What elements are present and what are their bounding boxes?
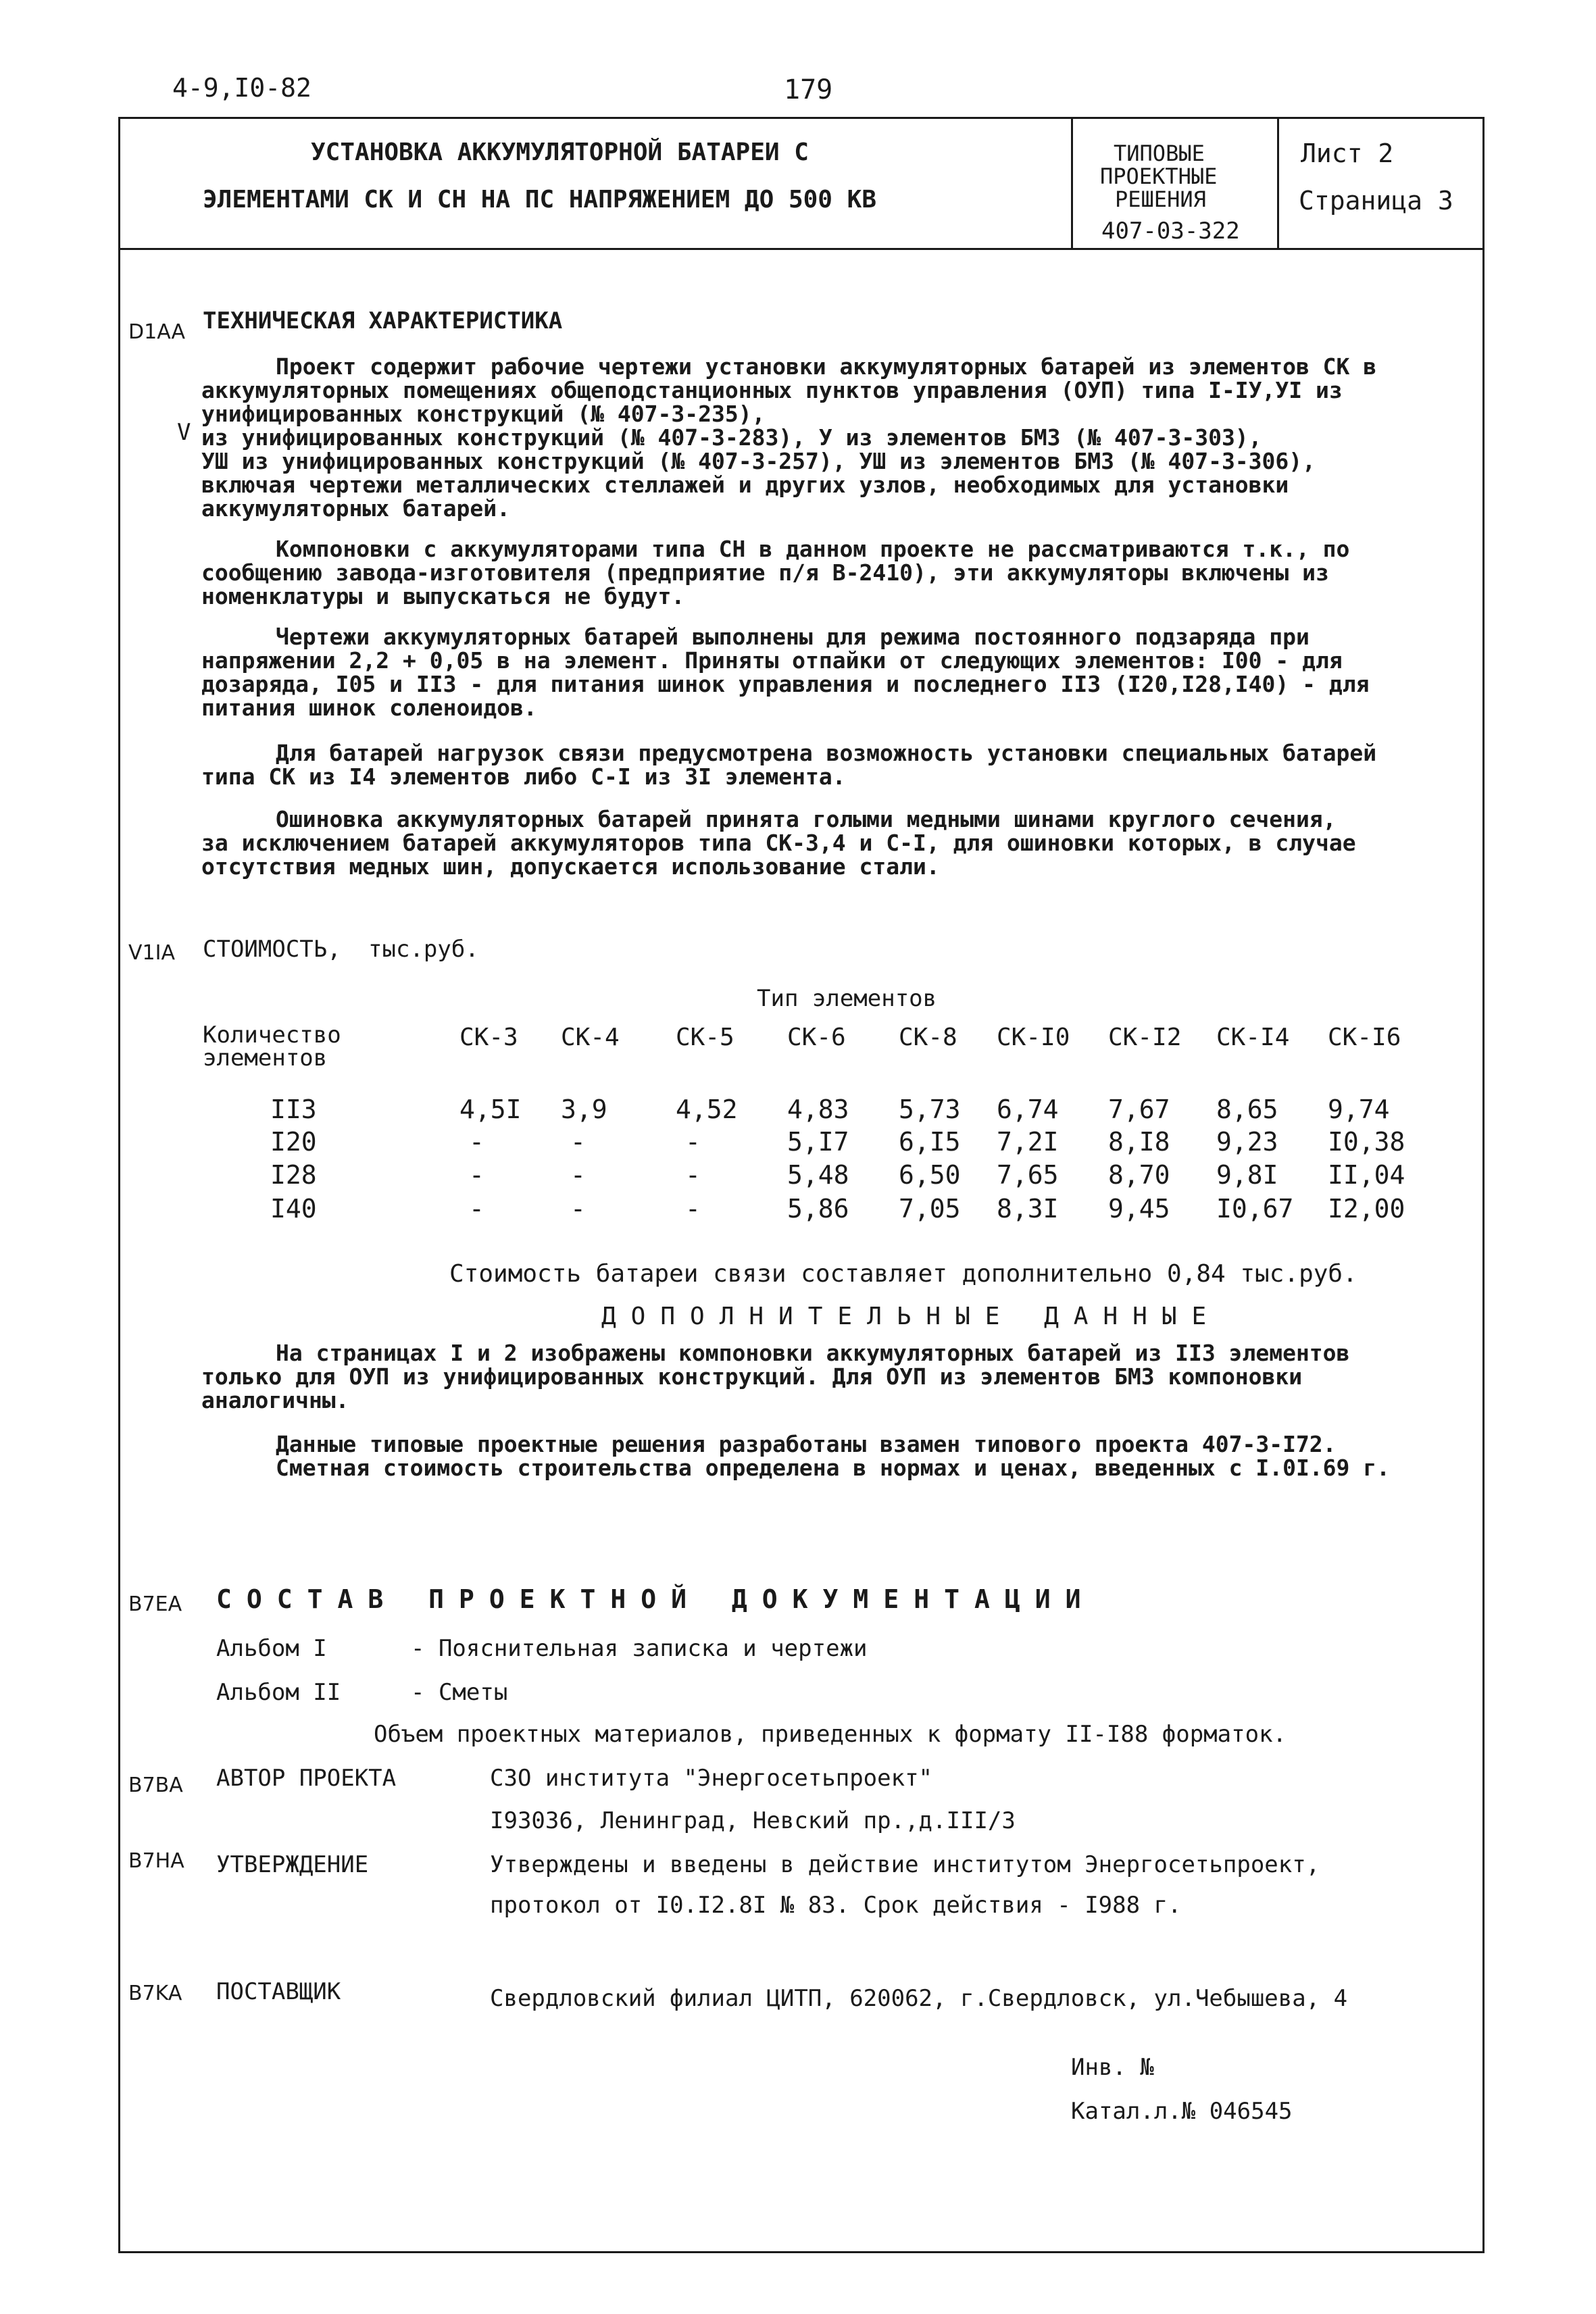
- row-header-line-1: Количество: [203, 1022, 341, 1049]
- table-cell: 8,3I: [997, 1194, 1059, 1224]
- table-cell: 8,65: [1216, 1095, 1278, 1124]
- text-line: включая чертежи металлических стеллажей и других узлов, необходимых для установки: [201, 472, 1289, 498]
- section-code-supplier: B7KA: [128, 1982, 182, 2005]
- sheet-number: Лист 2: [1301, 139, 1394, 168]
- column-header: СК-8: [899, 1024, 957, 1051]
- page-number: 179: [784, 74, 833, 105]
- column-header: СК-3: [459, 1024, 518, 1051]
- frame-right: [1482, 117, 1485, 2253]
- text-line: унифицированных конструкций (№ 407-3-235),: [201, 401, 766, 427]
- column-header: СК-I6: [1328, 1024, 1401, 1051]
- extra-heading: ДОПОЛНИТЕЛЬНЫЕ ДАННЫЕ: [601, 1303, 1222, 1330]
- table-cell: 3,9: [561, 1095, 607, 1124]
- text-line: На страницах I и 2 изображены компоновки аккумуляторных батарей из II3 элементов: [276, 1340, 1350, 1366]
- table-cell: 9,23: [1216, 1127, 1278, 1157]
- row-header-line-2: элементов: [203, 1045, 328, 1072]
- text-line: типа СК из I4 элементов либо С-I из 3I элемента.: [201, 763, 846, 790]
- row-count: II3: [270, 1095, 317, 1124]
- author-line-1: СЗО института "Энергосетьпроект": [490, 1765, 933, 1792]
- table-cell: 5,73: [899, 1095, 961, 1124]
- table-cell: 6,I5: [899, 1127, 961, 1157]
- supplier-label: ПОСТАВЩИК: [216, 1978, 341, 2005]
- table-cell: 9,45: [1108, 1194, 1170, 1224]
- series-line-2: ПРОЕКТНЫЕ: [1100, 164, 1218, 189]
- text-line: Данные типовые проектные решения разработаны взамен типового проекта 407-3-I72.: [276, 1431, 1337, 1457]
- table-cell: -: [685, 1160, 701, 1190]
- text-line: Проект содержит рабочие чертежи установки аккумуляторных батарей из элементов СК в: [276, 353, 1377, 380]
- text-line: Ошиновка аккумуляторных батарей принята голыми медными шинами круглого сечения,: [276, 806, 1337, 832]
- frame-bottom: [118, 2251, 1485, 2253]
- table-cell: 4,52: [676, 1095, 738, 1124]
- tech-paragraph-5: [201, 807, 1418, 878]
- column-header: СК-4: [561, 1024, 620, 1051]
- table-cell: I0,38: [1328, 1127, 1405, 1157]
- row-count: I20: [270, 1127, 317, 1157]
- frame-top: [118, 117, 1485, 119]
- text-line: за исключением батарей аккумуляторов типа СК-3,4 и С-I, для ошиновки которых, в случае: [201, 830, 1356, 856]
- table-cell: II,04: [1328, 1160, 1405, 1190]
- column-header: СК-6: [787, 1024, 846, 1051]
- series-line-1: ТИПОВЫЕ: [1114, 141, 1205, 166]
- album-1-text: - Пояснительная записка и чертежи: [411, 1635, 868, 1662]
- column-header: СК-5: [676, 1024, 734, 1051]
- text-line: только для ОУП из унифицированных конструкций. Для ОУП из элементов БМЗ компоновки: [201, 1363, 1303, 1390]
- tech-paragraph-3: [201, 625, 1418, 720]
- table-cell: 6,74: [997, 1095, 1059, 1124]
- text-line: Компоновки с аккумуляторами типа СН в данном проекте не рассматриваются т.к., по: [276, 536, 1350, 562]
- series-code: 407-03-322: [1101, 218, 1240, 245]
- table-cell: -: [469, 1194, 484, 1224]
- table-cell: 5,86: [787, 1194, 849, 1224]
- text-line: дозаряда, I05 и II3 - для питания шинок управления и последнего II3 (I20,I28,I40) - для: [201, 671, 1370, 697]
- tech-paragraph-1: [201, 355, 1418, 520]
- table-cell: -: [570, 1194, 586, 1224]
- supplier-text: Свердловский филиал ЦИТП, 620062, г.Свердловск, ул.Чебышева, 4: [490, 1985, 1348, 2012]
- column-header: СК-I2: [1108, 1024, 1182, 1051]
- series-line-3: РЕШЕНИЯ: [1115, 186, 1206, 212]
- author-line-2: I93036, Ленинград, Невский пр.,д.III/3: [490, 1807, 1016, 1834]
- table-cell: I2,00: [1328, 1194, 1405, 1224]
- title-block-divider-1: [1071, 117, 1073, 250]
- page-label: Страница 3: [1299, 186, 1453, 216]
- tech-paragraph-4: [201, 741, 1418, 788]
- catalog-number: Катал.л.№ 046545: [1071, 2098, 1293, 2125]
- text-line: сообщению завода-изготовителя (предприятие п/я В-2410), эти аккумуляторы включены из: [201, 559, 1329, 586]
- approval-line-2: протокол от I0.I2.8I № 83. Срок действия - I988 г.: [490, 1892, 1182, 1919]
- album-1-label: Альбом I: [216, 1635, 327, 1662]
- table-cell: -: [685, 1127, 701, 1157]
- table-cell: 7,2I: [997, 1127, 1059, 1157]
- title-block-divider-2: [1277, 117, 1279, 250]
- table-cell: 4,5I: [459, 1095, 522, 1124]
- table-cell: I0,67: [1216, 1194, 1294, 1224]
- column-header: СК-I4: [1216, 1024, 1290, 1051]
- text-line: Чертежи аккумуляторных батарей выполнены для режима постоянного подзаряда при: [276, 624, 1310, 650]
- text-line: номенклатуры и выпускаться не будут.: [201, 583, 685, 609]
- table-cell: 5,I7: [787, 1127, 849, 1157]
- tech-heading: ТЕХНИЧЕСКАЯ ХАРАКТЕРИСТИКА: [203, 307, 563, 334]
- inventory-number: Инв. №: [1071, 2054, 1154, 2081]
- row-header: [203, 1024, 341, 1070]
- cost-unit: тыс.руб.: [368, 936, 479, 963]
- title-line-1: УСТАНОВКА АККУМУЛЯТОРНОЙ БАТАРЕИ С: [311, 139, 809, 166]
- table-cell: 7,05: [899, 1194, 961, 1224]
- doc-code: 4-9,I0-82: [172, 73, 311, 103]
- table-cell: -: [469, 1160, 484, 1190]
- text-line: аналогичны.: [201, 1387, 349, 1413]
- cost-heading: СТОИМОСТЬ,: [203, 936, 341, 963]
- table-cell: 9,8I: [1216, 1160, 1278, 1190]
- title-block-bottom: [118, 248, 1485, 250]
- row-count: I28: [270, 1160, 317, 1190]
- approval-label: УТВЕРЖДЕНИЕ: [216, 1851, 369, 1878]
- table-cell: 7,67: [1108, 1095, 1170, 1124]
- section-code-cost: V1IA: [128, 941, 175, 965]
- column-header: СК-I0: [997, 1024, 1070, 1051]
- text-line: напряжении 2,2 + 0,05 в на элемент. Приняты отпайки от следующих элементов: I00 - для: [201, 647, 1343, 674]
- album-2-text: - Сметы: [411, 1679, 508, 1706]
- table-cell: -: [570, 1160, 586, 1190]
- table-cell: 6,50: [899, 1160, 961, 1190]
- revision-mark: V: [177, 419, 191, 446]
- tech-paragraph-2: [201, 537, 1418, 608]
- text-line: отсутствия медных шин, допускается использование стали.: [201, 853, 940, 880]
- text-line: аккумуляторных батарей.: [201, 495, 510, 522]
- extra-paragraph-1: [201, 1341, 1418, 1412]
- table-cell: 8,I8: [1108, 1127, 1170, 1157]
- text-line: Сметная стоимость строительства определена в нормах и ценах, введенных с I.0I.69 г.: [276, 1455, 1391, 1481]
- volume-text: Объем проектных материалов, приведенных к формату II-I88 форматок.: [374, 1721, 1287, 1748]
- album-2-label: Альбом II: [216, 1679, 341, 1706]
- section-code-composition: B7EA: [128, 1592, 182, 1616]
- section-code-author: B7BA: [128, 1774, 183, 1797]
- table-cell: -: [469, 1127, 484, 1157]
- table-cell: 4,83: [787, 1095, 849, 1124]
- cost-group-header: Тип элементов: [757, 985, 937, 1012]
- table-cell: 5,48: [787, 1160, 849, 1190]
- table-cell: 7,65: [997, 1160, 1059, 1190]
- table-cell: 9,74: [1328, 1095, 1390, 1124]
- table-cell: -: [685, 1194, 701, 1224]
- text-line: УШ из унифицированных конструкций (№ 407-3-257), УШ из элементов БМЗ (№ 407-3-306),: [201, 448, 1316, 474]
- table-cell: 8,70: [1108, 1160, 1170, 1190]
- approval-line-1: Утверждены и введены в действие институтом Энергосетьпроект,: [490, 1851, 1320, 1878]
- cost-note: Стоимость батареи связи составляет дополнительно 0,84 тыс.руб.: [449, 1260, 1357, 1288]
- frame-left: [118, 117, 120, 2253]
- composition-heading: СОСТАВ ПРОЕКТНОЙ ДОКУМЕНТАЦИИ: [216, 1584, 1096, 1614]
- text-line: питания шинок соленоидов.: [201, 695, 537, 721]
- extra-paragraph-2: [201, 1432, 1418, 1480]
- author-label: АВТОР ПРОЕКТА: [216, 1765, 397, 1792]
- section-code-approval: B7HA: [128, 1849, 184, 1873]
- text-line: аккумуляторных помещениях общеподстанционных пунктов управления (ОУП) типа I-IУ,УI из: [201, 377, 1343, 403]
- title-line-2: ЭЛЕМЕНТАМИ СК И СН НА ПС НАПРЯЖЕНИЕМ ДО 500 КВ: [203, 186, 876, 213]
- section-code-tech: D1AA: [128, 320, 186, 344]
- text-line: Для батарей нагрузок связи предусмотрена возможность установки специальных батарей: [276, 740, 1377, 766]
- row-count: I40: [270, 1194, 317, 1224]
- text-line: из унифицированных конструкций (№ 407-3-283), У из элементов БМЗ (№ 407-3-303),: [201, 424, 1262, 451]
- table-cell: -: [570, 1127, 586, 1157]
